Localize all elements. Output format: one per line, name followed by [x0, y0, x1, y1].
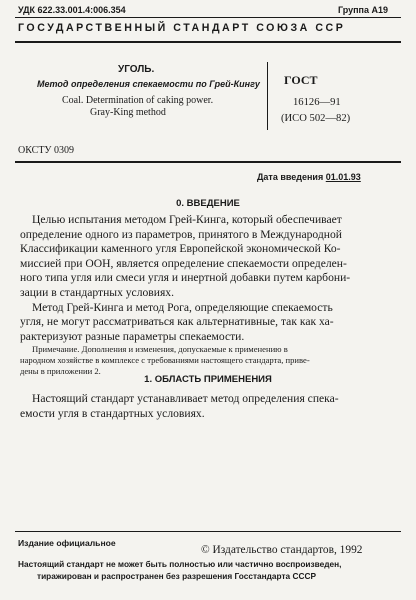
note-block — [20, 344, 394, 377]
scope-body — [20, 392, 398, 421]
gost-iso: (ИСО 502—82) — [281, 113, 351, 124]
note-line: народном хозяйстве в комплексе с требованиями настоящего стандарта, приве- — [20, 355, 310, 365]
intro-line: рактеризуют разные параметры спекаемости. — [20, 329, 245, 343]
intro-line: Классификации каменного угля Европейской экономической Ко- — [20, 242, 341, 256]
notice-line-2: тиражирован и распространен без разрешения Госстандарта СССР — [37, 571, 316, 581]
gost-label: ГОСТ — [284, 73, 318, 87]
okstu-code: ОКСТУ 0309 — [18, 145, 75, 156]
intro-line: Метод Грей-Кинга и метод Рога, определяющие спекаемость — [32, 300, 333, 314]
title-divider — [267, 62, 268, 130]
copyright: © Издательство стандартов, 1992 — [201, 544, 363, 556]
title-en-line2: Gray-King method — [90, 107, 166, 118]
okstu-rule — [15, 161, 401, 163]
scope-heading: 1. ОБЛАСТЬ ПРИМЕНЕНИЯ — [144, 374, 272, 385]
intro-line: Целью испытания методом Грей-Кинга, который обеспечивает — [32, 213, 342, 226]
intro-heading: 0. ВВЕДЕНИЕ — [176, 198, 240, 209]
title-en-line1: Coal. Determination of caking power. — [62, 95, 214, 106]
intro-line: зации в стандартных условиях. — [20, 285, 174, 299]
header-thick-rule — [15, 41, 401, 43]
group-code: Группа А19 — [337, 5, 388, 15]
notice-line-1: Настоящий стандарт не может быть полностью или частично воспроизведен, — [18, 559, 342, 569]
title-sub: Метод определения спекаемости по Грей-Кингу — [37, 79, 260, 89]
scope-line: Настоящий стандарт устанавливает метод определения спека- — [32, 392, 339, 405]
intro-date-label: Дата введения — [257, 172, 324, 182]
gost-number: 16126—91 — [293, 97, 341, 108]
council-title: ГОСУДАРСТВЕННЫЙ СТАНДАРТ СОЮЗА ССР — [18, 22, 346, 34]
footer-rule — [15, 531, 401, 532]
header-rule — [15, 17, 401, 18]
udk-code: УДК 622.33.001.4:006.354 — [18, 5, 126, 15]
intro-line: ного типа угля или смеси угля и инертной добавки путем карбони- — [20, 271, 351, 285]
intro-body — [20, 213, 398, 344]
intro-date — [257, 172, 361, 182]
intro-line: миссией при ООН, является определение спекаемости определен- — [20, 256, 347, 270]
intro-line: определение одного из параметров, принятого в Международной — [20, 227, 342, 241]
note-line: дены в приложении 2. — [20, 366, 101, 376]
official-edition: Издание официальное — [18, 538, 116, 548]
scope-line: емости угля в стандартных условиях. — [20, 406, 205, 420]
note-line: Примечание. Дополнения и изменения, допускаемые к применению в — [32, 344, 288, 354]
intro-line: угля, не могут рассматриваться как альтернативные, так как ха- — [20, 315, 334, 329]
intro-date-value: 01.01.93 — [325, 172, 361, 182]
title-main: УГОЛЬ. — [118, 64, 155, 75]
